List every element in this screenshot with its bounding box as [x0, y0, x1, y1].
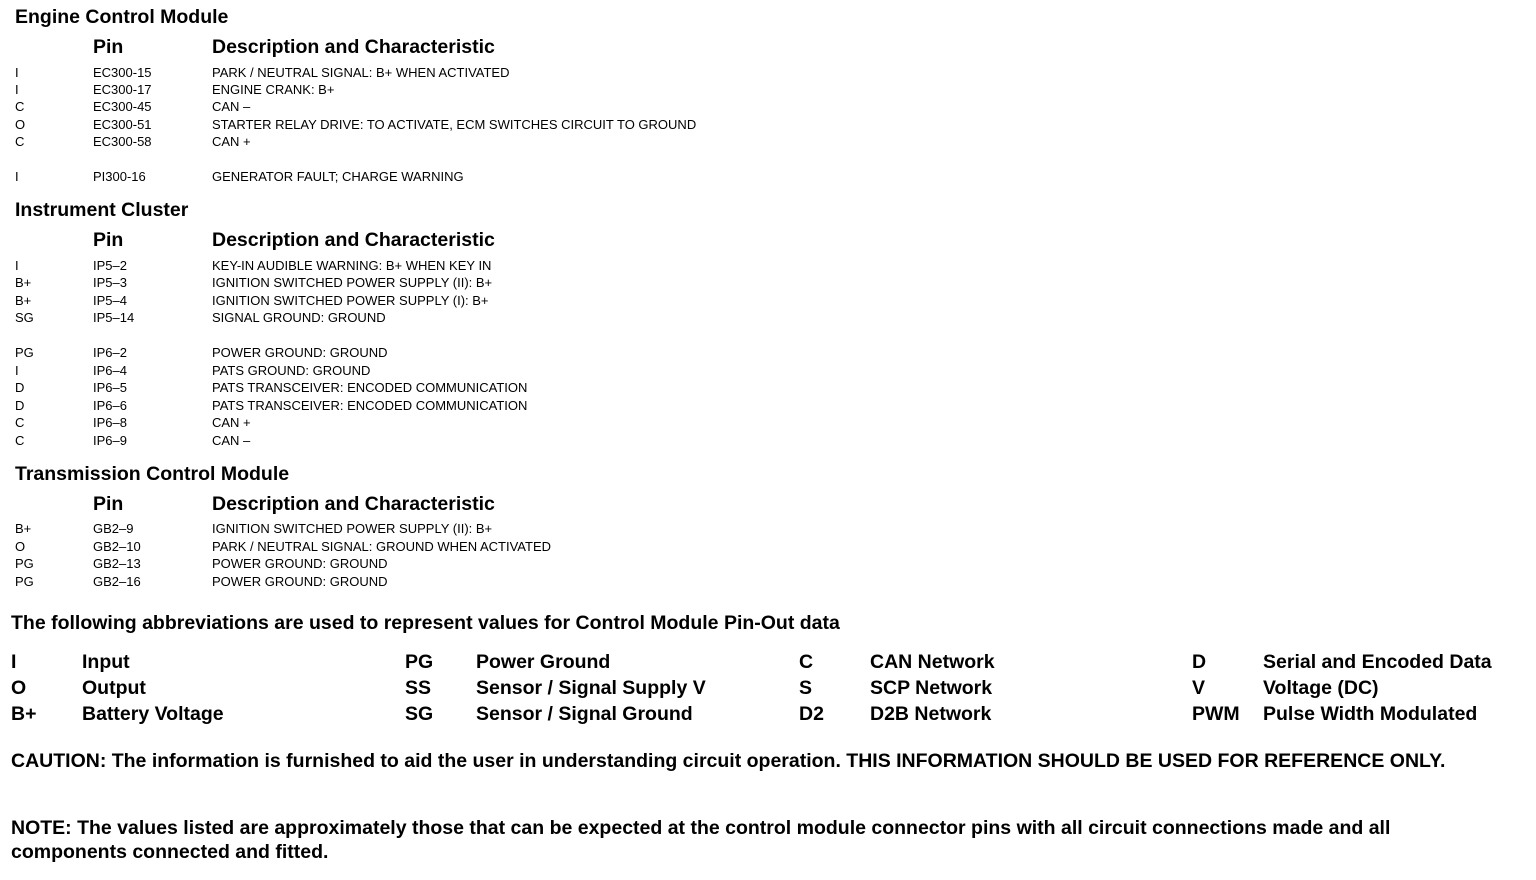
table-row — [0, 310, 800, 327]
abbreviation-meaning: Battery Voltage — [82, 703, 224, 725]
pin-id: EC300-45 — [93, 99, 152, 114]
section-title-instrument-cluster: Instrument Cluster — [15, 199, 189, 221]
abbreviation-code: D — [1192, 651, 1207, 673]
table-row — [0, 556, 800, 573]
abbreviation-meaning: Sensor / Signal Supply V — [476, 677, 706, 699]
abbreviation-code: S — [799, 677, 813, 699]
pin-id: PI300-16 — [93, 169, 146, 184]
pin-description: POWER GROUND: GROUND — [212, 345, 388, 360]
pin-description: PATS GROUND: GROUND — [212, 363, 371, 378]
section-title-engine-control-module: Engine Control Module — [15, 6, 229, 28]
abbreviation-code: C — [799, 651, 814, 673]
note-text: NOTE: The values listed are approximately those that can be expected at the control module connector pins with all circuit connections made and all components connected and fitted. — [11, 817, 1391, 863]
table-row — [0, 433, 800, 450]
abbreviation-code: PWM — [1192, 703, 1240, 725]
abbreviation-meaning: Input — [82, 651, 130, 673]
section-title-transmission-control-module: Transmission Control Module — [15, 463, 290, 485]
pin-type: I — [15, 82, 19, 97]
pin-type: PG — [15, 345, 34, 360]
pin-id: EC300-15 — [93, 65, 152, 80]
table-row — [0, 65, 800, 82]
pin-description: PATS TRANSCEIVER: ENCODED COMMUNICATION — [212, 380, 528, 395]
pin-type: D — [15, 398, 25, 413]
pin-id: IP5–4 — [93, 293, 127, 308]
pin-description: PATS TRANSCEIVER: ENCODED COMMUNICATION — [212, 398, 528, 413]
pin-id: IP5–2 — [93, 258, 127, 273]
pin-description: GENERATOR FAULT; CHARGE WARNING — [212, 169, 464, 184]
table-row — [0, 415, 800, 432]
table-row — [0, 275, 800, 292]
abbreviation-code: V — [1192, 677, 1206, 699]
table-row — [0, 169, 800, 186]
pin-id: IP6–6 — [93, 398, 127, 413]
abbreviation-meaning: Serial and Encoded Data — [1263, 651, 1492, 673]
column-header-pin: Pin — [93, 493, 124, 515]
caution-text: CAUTION: The information is furnished to aid the user in understanding circuit operation. THIS INFORMATION SHOULD BE USED FOR REFERENCE ONLY. — [11, 750, 1446, 772]
table-row — [0, 380, 800, 397]
pin-description: SIGNAL GROUND: GROUND — [212, 310, 386, 325]
abbreviation-meaning: Sensor / Signal Ground — [476, 703, 693, 725]
pin-id: IP6–5 — [93, 380, 127, 395]
table-row — [0, 99, 800, 116]
pin-id: GB2–9 — [93, 521, 134, 536]
pin-description: IGNITION SWITCHED POWER SUPPLY (I): B+ — [212, 293, 489, 308]
pin-type: C — [15, 99, 25, 114]
abbreviation-meaning: Voltage (DC) — [1263, 677, 1379, 699]
abbreviation-code: SS — [405, 677, 432, 699]
pin-id: IP6–4 — [93, 363, 127, 378]
pin-id: IP5–3 — [93, 275, 127, 290]
table-row — [0, 539, 800, 556]
abbreviation-code: D2 — [799, 703, 824, 725]
pin-id: IP5–14 — [93, 310, 135, 325]
pin-type: C — [15, 415, 25, 430]
abbreviation-meaning: CAN Network — [870, 651, 995, 673]
pin-id: EC300-17 — [93, 82, 152, 97]
abbreviation-code: B+ — [11, 703, 37, 725]
table-row — [0, 521, 800, 538]
pin-id: IP6–9 — [93, 433, 127, 448]
pin-description: ENGINE CRANK: B+ — [212, 82, 335, 97]
abbreviation-code: SG — [405, 703, 434, 725]
column-header-description: Description and Characteristic — [212, 229, 495, 251]
abbreviation-meaning: Output — [82, 677, 146, 699]
abbreviation-meaning: Pulse Width Modulated — [1263, 703, 1478, 725]
pin-description: POWER GROUND: GROUND — [212, 556, 388, 571]
pin-description: POWER GROUND: GROUND — [212, 574, 388, 589]
table-row — [0, 574, 800, 591]
pin-description: IGNITION SWITCHED POWER SUPPLY (II): B+ — [212, 521, 493, 536]
pin-id: IP6–8 — [93, 415, 127, 430]
pin-type: I — [15, 258, 19, 273]
pin-type: O — [15, 539, 26, 554]
pin-description: PARK / NEUTRAL SIGNAL: B+ WHEN ACTIVATED — [212, 65, 510, 80]
pin-type: I — [15, 363, 19, 378]
table-row — [0, 258, 800, 275]
pin-type: O — [15, 117, 26, 132]
abbreviation-meaning: SCP Network — [870, 677, 993, 699]
pin-description: CAN + — [212, 134, 251, 149]
table-row — [0, 117, 800, 134]
column-header-pin: Pin — [93, 36, 124, 58]
pin-id: EC300-51 — [93, 117, 152, 132]
pin-description: STARTER RELAY DRIVE: TO ACTIVATE, ECM SWITCHES CIRCUIT TO GROUND — [212, 117, 697, 132]
abbreviation-code: O — [11, 677, 27, 699]
abbreviation-meaning: D2B Network — [870, 703, 992, 725]
pin-description: CAN – — [212, 433, 251, 448]
pin-id: EC300-58 — [93, 134, 152, 149]
column-header-description: Description and Characteristic — [212, 36, 495, 58]
abbreviation-code: I — [11, 651, 17, 673]
pin-type: B+ — [15, 275, 32, 290]
table-row — [0, 134, 800, 151]
pin-id: GB2–10 — [93, 539, 141, 554]
pin-type: B+ — [15, 293, 32, 308]
abbreviation-code: PG — [405, 651, 434, 673]
pin-description: CAN – — [212, 99, 251, 114]
abbreviations-intro: The following abbreviations are used to represent values for Control Module Pin-Out data — [11, 612, 840, 634]
pin-type: I — [15, 169, 19, 184]
pin-type: SG — [15, 310, 34, 325]
column-header-pin: Pin — [93, 229, 124, 251]
table-row — [0, 398, 800, 415]
table-row — [0, 363, 800, 380]
abbreviation-meaning: Power Ground — [476, 651, 611, 673]
pin-description: CAN + — [212, 415, 251, 430]
pin-type: B+ — [15, 521, 32, 536]
pin-type: PG — [15, 574, 34, 589]
pin-description: KEY-IN AUDIBLE WARNING: B+ WHEN KEY IN — [212, 258, 492, 273]
column-header-description: Description and Characteristic — [212, 493, 495, 515]
pin-description: IGNITION SWITCHED POWER SUPPLY (II): B+ — [212, 275, 493, 290]
table-row — [0, 293, 800, 310]
pin-id: IP6–2 — [93, 345, 127, 360]
pin-type: C — [15, 433, 25, 448]
pin-type: I — [15, 65, 19, 80]
table-row — [0, 345, 800, 362]
pin-id: GB2–16 — [93, 574, 141, 589]
pin-description: PARK / NEUTRAL SIGNAL: GROUND WHEN ACTIVATED — [212, 539, 552, 554]
pin-type: D — [15, 380, 25, 395]
pin-type: PG — [15, 556, 34, 571]
pin-type: C — [15, 134, 25, 149]
table-row — [0, 82, 800, 99]
pin-id: GB2–13 — [93, 556, 141, 571]
